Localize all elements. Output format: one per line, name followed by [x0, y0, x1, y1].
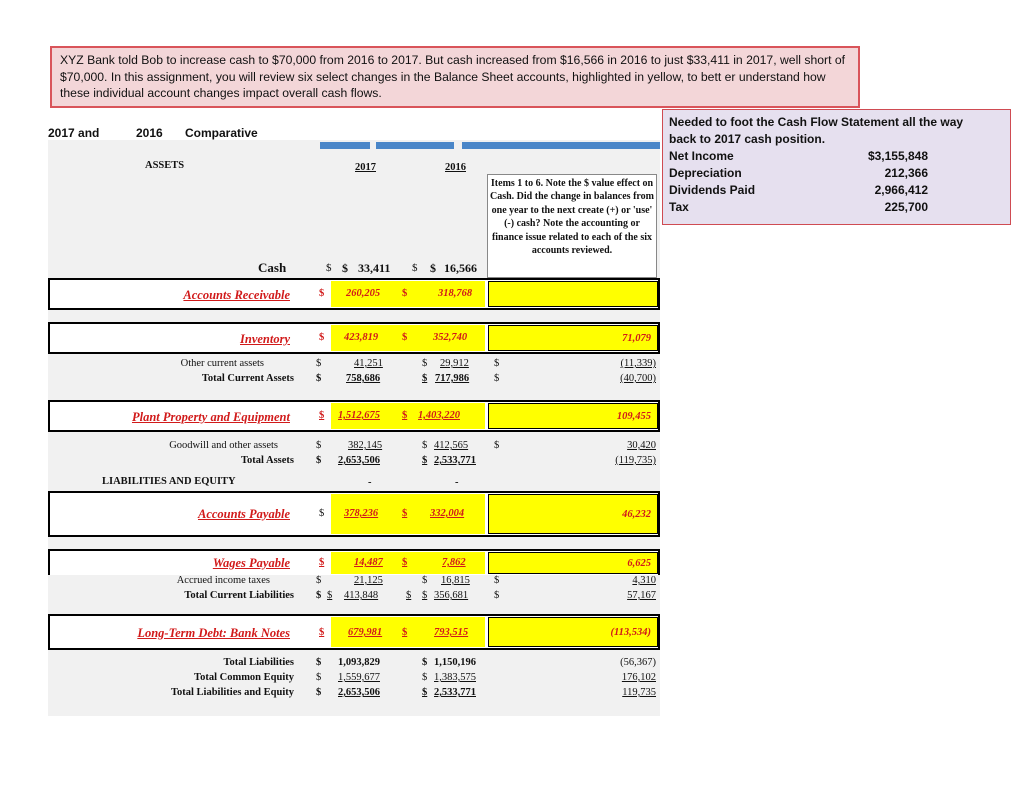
tcl-label: Total Current Liabilities [184, 590, 294, 601]
ait-dollar-2017: $ [316, 575, 322, 586]
row-plant-property-equipment [48, 400, 660, 432]
ar-value-2017: 260,205 [346, 288, 381, 299]
oca-label: Other current assets [180, 358, 264, 369]
ppe-dollar-2017: $ [319, 410, 325, 421]
row-total-common-equity [48, 672, 660, 686]
tca-dollar-2016: $ [422, 373, 428, 384]
ltd-change: (113,534) [610, 627, 651, 638]
oca-dollar-2016: $ [422, 358, 428, 369]
ait-value-2016: 16,815 [441, 575, 470, 586]
row-total-current-liabilities [48, 590, 660, 604]
ltd-value-2017: 679,981 [348, 627, 383, 638]
tce-label: Total Common Equity [194, 672, 294, 683]
intro-text: XYZ Bank told Bob to increase cash to $70,000 from 2016 to 2017. But cash increased from $16,566 in 2016 to just $33,411 in 2017, well short of $70,000. In this assignment, you will review six select changes in the Balance Sheet accounts, highlighted in yellow, to bett er understand how these individual account changes impact overall cash flows. [60, 53, 846, 100]
tle-dollar-2016: $ [422, 687, 428, 698]
tcl-dollar-change: $ [494, 590, 500, 601]
ppe-value-2016: 1,403,220 [418, 410, 460, 421]
row-accounts-payable [48, 491, 660, 537]
ltd-value-2016: 793,515 [434, 627, 469, 638]
tl-dollar-2017: $ [316, 657, 322, 668]
ltd-dollar-2017: $ [319, 627, 325, 638]
ta-value-2017: 2,653,506 [338, 455, 380, 466]
ltd-dollar-2016: $ [402, 627, 408, 638]
ta-value-2016: 2,533,771 [434, 455, 476, 466]
ppe-dollar-2016: $ [402, 410, 408, 421]
inv-dollar-2017: $ [319, 332, 325, 343]
tce-value-2017: 1,559,677 [338, 672, 380, 683]
oca-change: (11,339) [620, 358, 656, 369]
gw-label: Goodwill and other assets [169, 440, 278, 451]
inv-value-2017: 423,819 [344, 332, 379, 343]
dash-2016: - [455, 477, 459, 488]
ap-change-box [488, 494, 658, 534]
row-other-current-assets [48, 358, 660, 372]
info-heading-2: back to 2017 cash position. [669, 132, 826, 146]
gw-change: 30,420 [627, 440, 656, 451]
tca-dollar-change: $ [494, 373, 500, 384]
row-total-current-assets [48, 373, 660, 387]
ait-dollar-2016: $ [422, 575, 428, 586]
ta-label: Total Assets [241, 455, 294, 466]
info-value-net-income: $3,155,848 [867, 149, 928, 163]
ait-value-2017: 21,125 [354, 575, 383, 586]
cash-label: Cash [258, 260, 287, 275]
oca-value-2017: 41,251 [354, 358, 383, 369]
wp-label: Wages Payable [212, 556, 290, 570]
wp-value-2017: 14,487 [354, 557, 383, 568]
inv-value-2016: 352,740 [433, 332, 468, 343]
ap-change: 46,232 [622, 509, 651, 520]
title-word: Comparative [185, 126, 258, 140]
tle-label: Total Liabilities and Equity [170, 687, 294, 698]
ppe-change: 109,455 [616, 411, 651, 422]
wp-dollar-2016: $ [402, 557, 408, 568]
tce-value-2016: 1,383,575 [434, 672, 476, 683]
gw-dollar-change: $ [494, 440, 500, 451]
ta-dollar-2017: $ [316, 455, 322, 466]
tcl-value-2016: 356,681 [434, 590, 469, 601]
tca-value-2017: 758,686 [346, 373, 381, 384]
ltd-label: Long-Term Debt: Bank Notes [137, 626, 290, 640]
tce-change: 176,102 [621, 672, 656, 683]
ap-label: Accounts Payable [197, 507, 290, 521]
tca-label: Total Current Assets [201, 373, 294, 384]
ta-dollar-2016: $ [422, 455, 428, 466]
tcl-dollar-2016: $ [406, 590, 412, 601]
ta-change: (119,735) [615, 455, 656, 466]
tcl-change: 57,167 [627, 590, 656, 601]
header-bar-2 [376, 142, 454, 149]
tcl-value-2017: 413,848 [344, 590, 379, 601]
gw-value-2016: 412,565 [434, 440, 469, 451]
tle-value-2017: 2,653,506 [338, 687, 380, 698]
instructions-text: Items 1 to 6. Note the $ value effect on Cash. Did the change in balances from one year to the next create (+) or 'use' (-) cash? Note the accounting or finance issue related to each of the six accounts reviewed. [490, 178, 654, 257]
tca-value-2016: 717,986 [435, 373, 470, 384]
row-accrued-income-taxes [48, 575, 660, 589]
row-goodwill [48, 440, 660, 454]
tle-value-2016: 2,533,771 [434, 687, 476, 698]
col-header-2017: 2017 [355, 162, 376, 173]
tcl-dollar-2017b: $ [327, 590, 333, 601]
row-total-liabilities [48, 657, 660, 671]
tl-value-2016: 1,150,196 [434, 657, 476, 668]
tca-dollar-2017: $ [316, 373, 322, 384]
info-label-net-income: Net Income [669, 149, 734, 163]
intro-text-box [50, 46, 860, 108]
instructions-box [487, 174, 657, 278]
ap-dollar-2017: $ [319, 508, 325, 519]
assets-heading: ASSETS [145, 160, 185, 171]
ap-value-2017: 378,236 [344, 508, 379, 519]
gw-value-2017: 382,145 [348, 440, 383, 451]
wp-change: 6,625 [627, 558, 651, 569]
col-header-2016: 2016 [445, 162, 466, 173]
ar-label: Accounts Receivable [183, 288, 290, 302]
ait-label: Accrued income taxes [176, 575, 270, 586]
tca-change: (40,700) [620, 373, 656, 384]
gw-dollar-2016: $ [422, 440, 428, 451]
info-label-tax: Tax [669, 200, 689, 214]
row-total-liabilities-equity [48, 687, 660, 701]
tl-label: Total Liabilities [223, 657, 294, 668]
tce-dollar-2017: $ [316, 672, 322, 683]
ppe-change-box [488, 403, 658, 429]
cash-dollar-2: $ [342, 261, 348, 275]
ait-change: 4,310 [632, 575, 656, 586]
oca-dollar-change: $ [494, 358, 500, 369]
tl-value-2017: 1,093,829 [338, 657, 380, 668]
dash-2017: - [368, 477, 372, 488]
row-long-term-debt [48, 614, 660, 650]
cash-value-2016: 16,566 [444, 261, 477, 275]
cash-dollar-3: $ [412, 262, 418, 274]
header-bar-1 [320, 142, 370, 149]
inv-change: 71,079 [622, 333, 651, 344]
ar-dollar-2016: $ [402, 288, 408, 299]
ar-value-2016: 318,768 [438, 288, 473, 299]
info-value-depreciation: 212,366 [884, 166, 928, 180]
inv-change-box [488, 325, 658, 351]
tce-dollar-2016: $ [422, 672, 428, 683]
row-accounts-receivable [48, 278, 660, 310]
tl-change: (56,367) [620, 657, 656, 668]
row-wages-payable [48, 549, 660, 575]
ap-dollar-2016: $ [402, 508, 408, 519]
wp-change-box [488, 552, 658, 574]
cash-value-2017: 33,411 [358, 261, 391, 275]
ar-dollar-2017: $ [319, 288, 325, 299]
oca-dollar-2017: $ [316, 358, 322, 369]
title-year-1: 2017 and [48, 126, 100, 140]
inv-label: Inventory [240, 332, 290, 346]
tl-dollar-2016: $ [422, 657, 428, 668]
info-label-depreciation: Depreciation [669, 166, 742, 180]
header-bar-3 [462, 142, 660, 149]
title-year-2: 2016 [136, 126, 163, 140]
ait-dollar-change: $ [494, 575, 500, 586]
ar-change-box [488, 281, 658, 307]
cash-dollar-4: $ [430, 261, 436, 275]
liabilities-heading: LIABILITIES AND EQUITY [102, 476, 236, 487]
info-value-tax: 225,700 [884, 200, 928, 214]
oca-value-2016: 29,912 [440, 358, 469, 369]
row-total-assets [48, 455, 660, 469]
row-inventory [48, 322, 660, 354]
info-value-dividends: 2,966,412 [874, 183, 928, 197]
cash-flow-info-box [662, 109, 1011, 225]
tcl-dollar-2016b: $ [422, 590, 428, 601]
tle-dollar-2017: $ [316, 687, 322, 698]
ppe-label: Plant Property and Equipment [131, 410, 290, 424]
ppe-value-2017: 1,512,675 [338, 410, 380, 421]
ap-value-2016: 332,004 [430, 508, 465, 519]
wp-value-2016: 7,862 [442, 557, 466, 568]
ltd-change-box [488, 617, 658, 647]
cash-dollar-1: $ [326, 262, 332, 274]
wp-dollar-2017: $ [319, 557, 325, 568]
gw-dollar-2017: $ [316, 440, 322, 451]
info-label-dividends: Dividends Paid [669, 183, 756, 197]
inv-dollar-2016: $ [402, 332, 408, 343]
tle-change: 119,735 [622, 687, 656, 698]
tcl-dollar-2017: $ [316, 590, 322, 601]
info-heading-1: Needed to foot the Cash Flow Statement all the way [669, 115, 964, 129]
